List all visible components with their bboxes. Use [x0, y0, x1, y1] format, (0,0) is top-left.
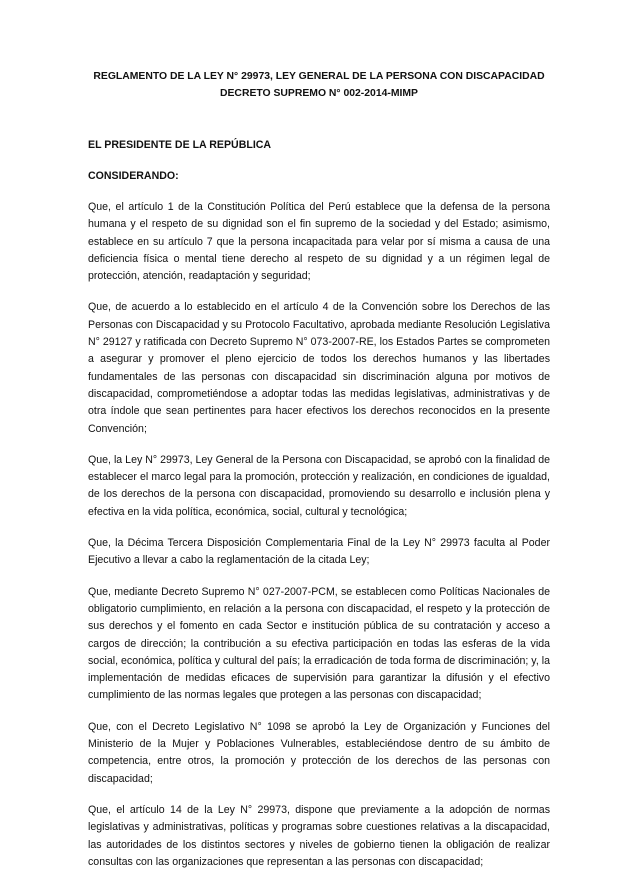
paragraph-constitution: Que, el artículo 1 de la Constitución Política del Perú establece que la defensa de la persona humana y el respeto de su dignidad son el fin supremo de la sociedad y del Estado; asimismo, establece en su artículo 7 que la persona incapacitada para velar por sí misma a causa de una deficiencia física o mental tiene derecho al respeto de su dignidad y a un régimen legal de protección, atención, readaptación y seguridad;	[88, 201, 550, 283]
paragraph-convention: Que, de acuerdo a lo establecido en el artículo 4 de la Convención sobre los Derechos de las Personas con Discapacidad y su Protocolo Facultativo, aprobada mediante Resolución Legislativa N° 29127 y ratificada con Decreto Supremo N° 073-2007-RE, los Estados Partes se comprometen a asegurar y promover el pleno ejercicio de todos los derechos humanos y las libertades fundamentales de las personas con discapacidad sin discriminación alguna por motivos de discapacidad, comprometiéndose a adoptar todas las medidas legislativas, administrativas y de otra índole que sean pertinentes para hacer efectivos los derechos reconocidos en la presente Convención;	[88, 301, 550, 435]
considerando-heading: CONSIDERANDO:	[88, 170, 179, 182]
paragraph-law-29973: Que, la Ley N° 29973, Ley General de la Persona con Discapacidad, se aprobó con la finalidad de establecer el marco legal para la promoción, protección y realización, en condiciones de igualdad, de los derechos de la persona con discapacidad, promoviendo su desarrollo e inclusión plena y efectiva en la vida política, económica, social, cultural y tecnológica;	[88, 453, 550, 518]
document-title	[88, 68, 550, 102]
paragraph-supreme-decree-027: Que, mediante Decreto Supremo N° 027-2007-PCM, se establecen como Políticas Nacionales de obligatorio cumplimiento, en relación a la persona con discapacidad, el respeto y la protección de sus derechos y el fomento en cada Sector e institución pública de su contratación y acceso a cargos de dirección; la contribución a su efectiva participación en todas las esferas de la vida social, económica, política y cultural del país; la erradicación de toda forma de discriminación; y, la implementación de medidas eficaces de supervisión para garantizar la difusión y el efectivo cumplimiento de las normas legales que protegen a las personas con discapacidad;	[88, 585, 550, 702]
title-line-decree: DECRETO SUPREMO N° 002-2014-MIMP	[220, 88, 418, 99]
paragraph-tenth-third-provision: Que, la Décima Tercera Disposición Complementaria Final de la Ley N° 29973 faculta al Poder Ejecutivo a llevar a cabo la reglamentación de la citada Ley;	[88, 537, 550, 567]
president-heading: EL PRESIDENTE DE LA REPÚBLICA	[88, 139, 272, 151]
paragraph-article-14: Que, el artículo 14 de la Ley N° 29973, dispone que previamente a la adopción de normas legislativas y administrativas, políticas y programas sobre cuestiones relativas a la discapacidad, las autoridades de los distintos sectores y niveles de gobierno tienen la obligación de realizar consultas con las organizaciones que representan a las personas con discapacidad;	[88, 803, 550, 868]
title-line-law: REGLAMENTO DE LA LEY N° 29973, LEY GENERAL DE LA PERSONA CON DISCAPACIDAD	[93, 71, 545, 82]
paragraph-legislative-decree-1098: Que, con el Decreto Legislativo N° 1098 se aprobó la Ley de Organización y Funciones del Ministerio de la Mujer y Poblaciones Vulnerables, estableciéndose dentro de su ámbito de competencia, entre otros, la promoción y protección de los derechos de las personas con discapacidad;	[88, 720, 550, 785]
